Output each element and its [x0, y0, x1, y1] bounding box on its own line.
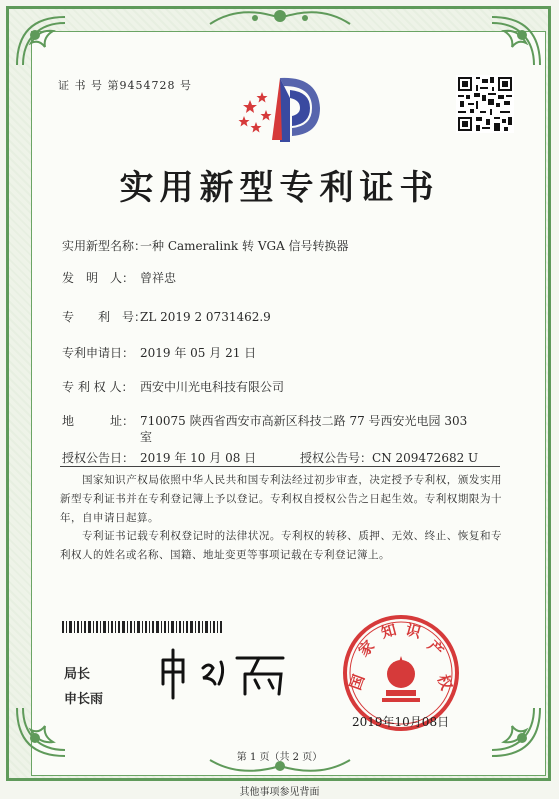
field-label: 授权公告日：: [62, 451, 135, 465]
top-ornament-icon: [200, 4, 360, 30]
publication-number-row: [300, 449, 478, 466]
field-label: 地 址：: [62, 414, 135, 428]
patentee-row: [62, 378, 284, 395]
seal-date: 2019年10月08日: [352, 715, 450, 729]
qr-code-icon: [456, 75, 514, 133]
barcode-icon: [62, 621, 222, 633]
field-label: 发 明 人：: [62, 271, 135, 285]
field-value: 曾祥忠: [140, 271, 177, 285]
grant-date-row: [62, 449, 256, 466]
svg-text:国: 国: [346, 672, 369, 693]
filing-date-row: [62, 344, 256, 361]
body-paragraph: 专利证书记载专利权登记时的法律状况。专利权的转移、质押、无效、终止、恢复和专利权人的姓名或名称、国籍、地址变更等事项记载在专利登记簿上。: [60, 530, 502, 561]
signatory-title: 局长: [64, 667, 91, 682]
field-value: 一种 Cameralink 转 VGA 信号转换器: [140, 239, 349, 253]
patent-number-row: [62, 308, 271, 325]
field-label: 专 利 权 人：: [62, 380, 134, 394]
svg-text:权: 权: [433, 672, 456, 693]
svg-text:知: 知: [379, 620, 399, 642]
field-value: 2019 年 05 月 21 日: [140, 346, 257, 360]
patent-office-logo-icon: [232, 70, 332, 150]
inventor-row: [62, 269, 176, 286]
field-value: ZL 2019 2 0731462.9: [140, 310, 271, 324]
page-indicator: 第 1 页（共 2 页）: [236, 752, 323, 763]
footer-note: 其他事项参见背面: [239, 787, 320, 798]
field-label: 实用新型名称：: [62, 239, 147, 253]
field-label: 专利申请日：: [62, 346, 135, 360]
svg-text:识: 识: [403, 620, 423, 642]
handwritten-signature-icon: [155, 642, 295, 702]
field-label: 专 利 号：: [62, 310, 147, 324]
certificate-number: 证 书 号 第9454728 号: [58, 79, 192, 92]
corner-ornament-icon: [13, 13, 69, 69]
address-line-2: 室: [140, 430, 153, 444]
field-value: 710075 陕西省西安市高新区科技二路 77 号西安光电园 303: [140, 414, 468, 428]
svg-text:家: 家: [354, 636, 379, 661]
signatory-name: 申长雨: [64, 692, 104, 707]
address-row: [62, 412, 467, 429]
divider: [60, 466, 500, 467]
field-label: 授权公告号：: [300, 451, 373, 465]
body-paragraph: 国家知识产权局依照中华人民共和国专利法经过初步审查，决定授予专利权，颁发实用新型专利证书并在专利登记簿上予以登记。专利权自授权公告之日起生效。专利权期限为十年，自申请日起算。: [60, 474, 502, 524]
field-value: 西安中川光电科技有限公司: [140, 380, 285, 394]
svg-text:产: 产: [423, 636, 448, 661]
field-value: CN 209472682 U: [372, 451, 479, 465]
utility-model-name-row: [62, 237, 349, 254]
certificate-title: 实用新型专利证书: [119, 168, 440, 208]
corner-ornament-icon: [488, 13, 544, 69]
field-value: 2019 年 10 月 08 日: [140, 451, 257, 465]
